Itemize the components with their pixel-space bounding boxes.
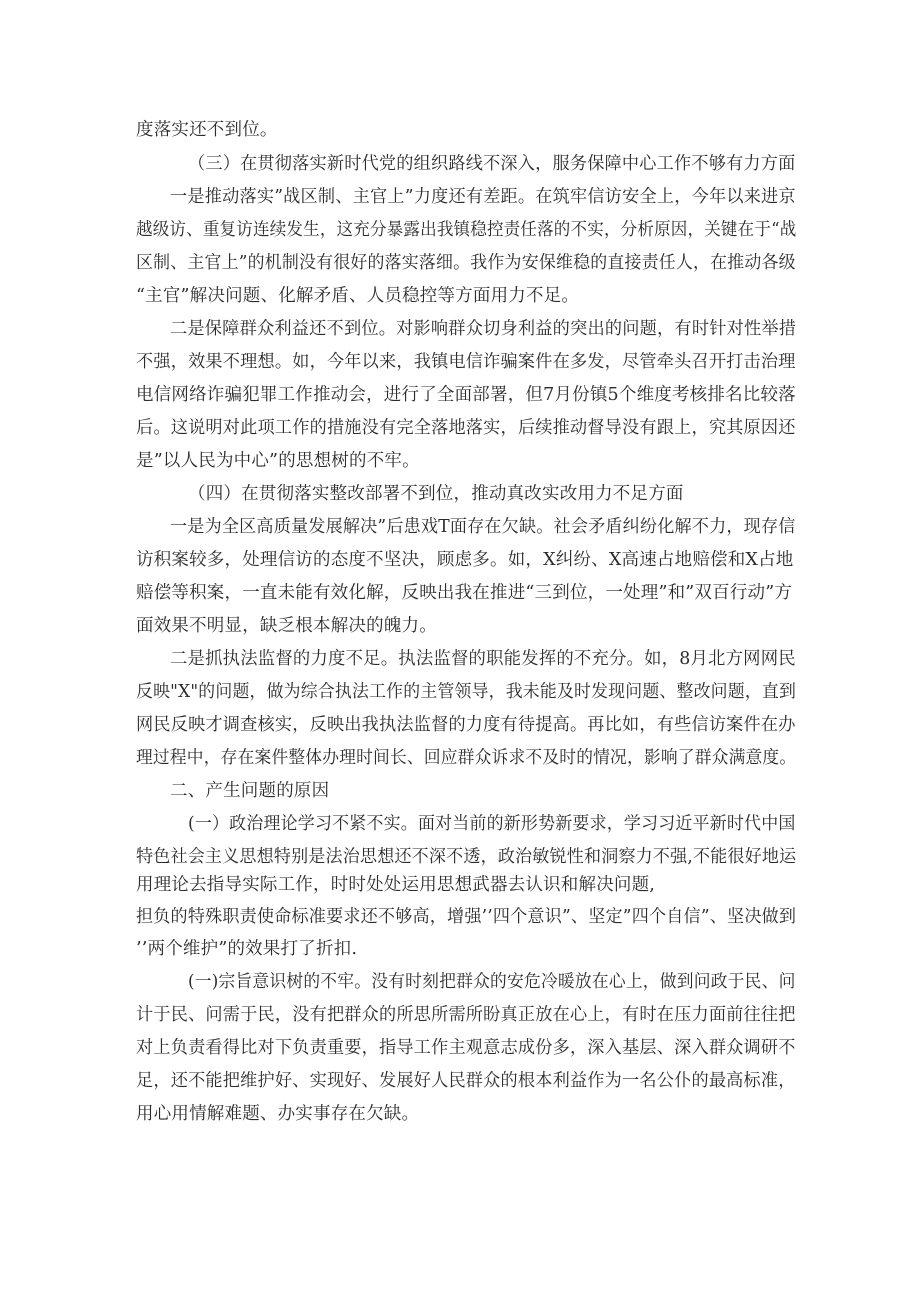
text-line: 计于民、问需于民，没有把群众的所思所需所盼真正放在心上，有时在压力面前往往把: [136, 1005, 796, 1025]
text-line: 用心用情解难题、办实事存在欠缺。: [136, 1104, 420, 1124]
text-line: 对上负责看得比对下负责重要，指导工作主观意志成份多，深入基层、深入群众调研不: [136, 1038, 796, 1058]
text-line: ’’两个维护”的效果打了折扣.: [136, 939, 358, 959]
text-line: 用理论去指导实际工作，时时处处运用思想武器去认识和解决问题,: [136, 875, 656, 895]
text-line: 度落实还不到位。: [136, 120, 278, 140]
text-line: 面效果不明显，缺乏根本解决的魄力。: [136, 616, 437, 636]
text-line: 反映"X"的问题，做为综合执法工作的主管领导，我未能及时发现问题、整改问题，直到: [136, 682, 797, 702]
section-heading: （三）在贯彻落实新时代党的组织路线不深入，服务保障中心工作不够有力方面: [188, 154, 796, 174]
text-line: 理过程中，存在案件整体办理时间长、回应群众诉求不及时的情况，影响了群众满意度。: [136, 748, 797, 768]
paragraph-first-line: 一是推动落实”战区制、主官上”力度还有差距。在筑牢信访安全上，今年以来进京: [170, 187, 796, 207]
text-line: 访积案较多，处理信访的态度不坚决，顾虑多。如，X纠纷、X高速占地赔偿和X占地: [136, 550, 794, 570]
paragraph-first-line: 一是为全区高质量发展解决”后患戏T面存在欠缺。社会矛盾纠纷化解不力，现存信: [170, 517, 796, 537]
text-line: 网民反映才调查核实，反映出我执法监督的力度有待提高。再比如，有些信访案件在办: [136, 715, 796, 735]
paragraph-first-line: (一)宗旨意识树的不牢。没有时刻把群众的安危冷暖放在心上，做到问政于民、问: [188, 972, 796, 992]
paragraph-first-line: (一）政治理论学习不紧不实。面对当前的新形势新要求，学习习近平新时代中国: [188, 814, 796, 834]
text-line: 足，还不能把维护好、实现好、发展好人民群众的根本利益作为一名公仆的最高标准，: [136, 1071, 796, 1091]
text-line: 区制、主官上”的机制没有很好的落实落细。我作为安保维稳的直接责任人，在推动各级: [136, 253, 796, 273]
text-line: 电信网络诈骗犯罪工作推动会，进行了全面部署，但7月份镇5个维度考核排名比较落: [136, 385, 796, 405]
text-line: 后。这说明对此项工作的措施没有完全落地落实，后续推动督导没有跟上，究其原因还: [136, 418, 796, 438]
text-line: 越级访、重复访连续发生，这充分暴露出我镇稳控责任落的不实，分析原因，关键在于“战: [136, 220, 797, 240]
text-line: “主官”解决问题、化解矛盾、人员稳控等方面用力不足。: [136, 286, 580, 306]
paragraph-first-line: 二是保障群众利益还不到位。对影响群众切身利益的突出的问题，有时针对性举措: [170, 319, 797, 339]
section-heading: （四）在贯彻落实整改部署不到位，推动真改实改用力不足方面: [188, 484, 684, 504]
paragraph-first-line: 二是抓执法监督的力度不足。执法监督的职能发挥的不充分。如，8月北方网网民: [170, 649, 796, 669]
section-heading: 二、产生问题的原因: [170, 781, 330, 801]
text-line: 特色社会主义思想特别是法治思想还不深不透，政治敏锐性和洞察力不强,不能很好地运: [136, 847, 797, 867]
text-line: 赔偿等积案，一直未能有效化解，反映出我在推进“三到位，一处理”和”双百行动”方: [136, 583, 793, 603]
text-line: 是”以人民为中心”的思想树的不牢。: [136, 451, 420, 471]
text-line: 不强，效果不理想。如，今年以来，我镇电信诈骗案件在多发，尽管牵头召开打击治理: [136, 352, 796, 372]
text-line: 担负的特殊职责使命标准要求还不够高，增强’’四个意识”、坚定”四个自信”、坚决做到: [136, 907, 797, 927]
